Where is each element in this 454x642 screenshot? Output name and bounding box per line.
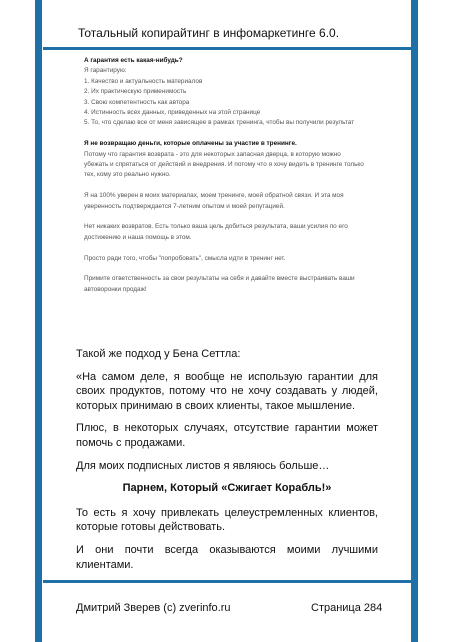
quote-line: 5. То, что сделаю все от меня зависящее в рамках тренинга, чтобы вы получили результат [84,119,355,127]
quote-heading-guarantee: А гарантия есть какая-нибудь? [84,57,183,64]
quoted-screenshot [84,56,364,295]
quote-paragraph: Потому что гарантия возврата - это для некоторых запасная дверца, в которую можно убежать и спрятаться от действий и внедрения. И потому что я хочу видеть в тренинге только тех, кому это реально нужно. [84,150,364,179]
quote-line: Я гарантирую: [84,67,127,75]
page-header-title: Тотальный копирайтинг в инфомаркетинге 6.0. [78,26,340,40]
body-paragraph: То есть я хочу привлекать целеустремленных клиентов, которые готовы действовать. [76,506,378,534]
quote-line: 3. Свою компетентность как автора [84,98,190,106]
main-text [76,347,378,580]
quote-paragraph: Просто ради того, чтобы "попробовать", смысла идти в тренинг нет. [84,254,286,262]
quote-paragraph: Я на 100% уверен в моих материалах, моем тренинге, моей обратной связи. И эта моя уверенность подтверждается 7-летним опытом и моей репутацией. [84,192,344,210]
body-paragraph: «На самом деле, я вообще не использую гарантии для своих продуктов, потому что не хочу создавать у людей, которых принимаю в своих клиенты, такое мышление. [76,370,378,412]
body-paragraph: Для моих подписных листов я являюсь больше… [76,459,330,472]
quote-heading-no-refund: Я не возвращаю деньги, которые оплачены за участие в тренинге. [84,140,297,148]
header-rule [43,47,411,50]
quote-paragraph: Примите ответственность за свои результаты на себя и давайте вместе выстраивать ваши автоворонки продаж! [84,275,355,293]
quote-paragraph: Нет никаких возвратов. Есть только ваша цель добиться результата, ваши усилия по его достижению и наша помощь в этом. [84,223,348,241]
right-frame-bar [411,0,418,642]
footer-rule [43,580,411,583]
body-paragraph: Плюс, в некоторых случаях, отсутствие гарантии может помочь с продажами. [76,422,378,449]
footer-author: Дмитрий Зверев (с) zverinfo.ru [76,602,231,614]
quote-line: 1. Качество и актуальность материалов [84,77,203,85]
quote-line: 2. Их практическую применимость [84,88,187,96]
footer-page-number: Страница 284 [311,602,383,614]
body-highlight: Парнем, Который «Сжигает Корабль!» [122,482,332,495]
body-paragraph: И они почти всегда оказываются моими лучшими клиентами. [76,543,378,571]
quote-line: 4. Истинность всех данных, приведенных на этой странице [84,109,261,117]
left-frame-bar [35,0,42,642]
body-paragraph: Такой же подход у Бена Сеттла: [76,348,241,360]
